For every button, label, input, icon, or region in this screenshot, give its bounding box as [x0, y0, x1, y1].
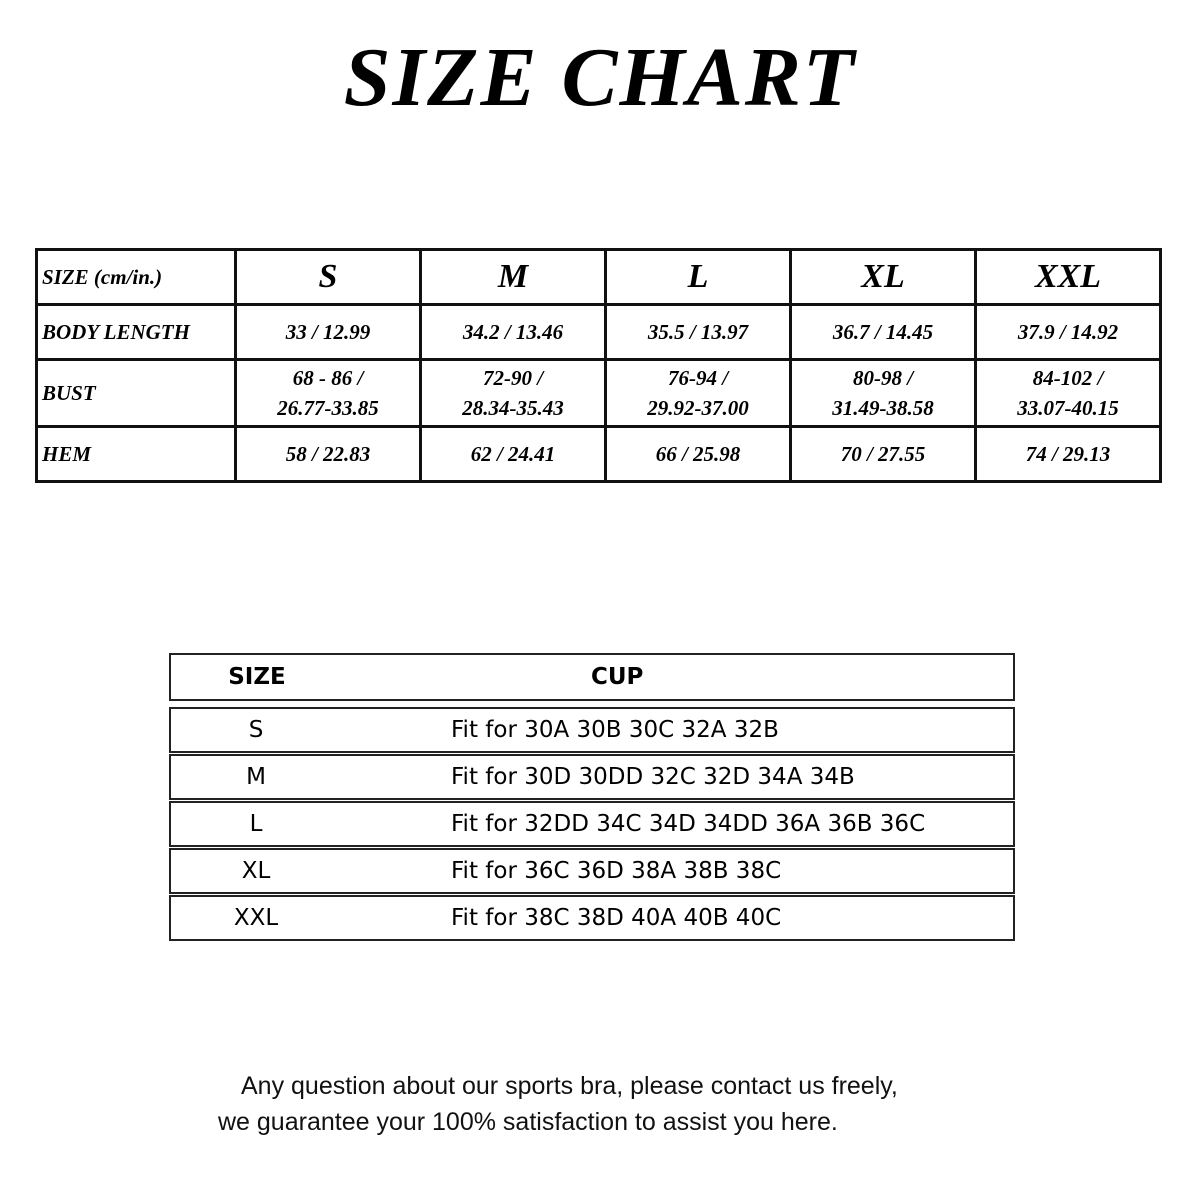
cup-header-size: SIZE [228, 664, 286, 690]
cup-row-fit: Fit for 38C 38D 40A 40B 40C [451, 905, 782, 931]
cup-row-fit: Fit for 32DD 34C 34D 34DD 36A 36B 36C [451, 811, 926, 837]
measurement-header-row [37, 250, 1161, 305]
bust-xxl-in: 33.07-40.15 [1017, 396, 1119, 420]
size-header-l: L [606, 250, 791, 305]
cup-row-fit: Fit for 30D 30DD 32C 32D 34A 34B [451, 764, 855, 790]
body-length-m: 34.2 / 13.46 [421, 305, 606, 360]
bust-xxl-cm: 84-102 / [1032, 366, 1104, 390]
bust-l-cm: 76-94 / [667, 366, 729, 390]
size-unit-label: SIZE (cm/in.) [37, 250, 236, 305]
body-length-l: 35.5 / 13.97 [606, 305, 791, 360]
cup-table [169, 653, 1015, 942]
bust-m-in: 28.34-35.43 [462, 396, 564, 420]
hem-m: 62 / 24.41 [421, 427, 606, 482]
cup-row-size: M [246, 764, 266, 790]
contact-note-line-1: Any question about our sports bra, please contact us freely, [241, 1072, 898, 1100]
cup-row-s [169, 707, 1015, 753]
cup-row-fit: Fit for 30A 30B 30C 32A 32B [451, 717, 779, 743]
bust-m [421, 360, 606, 427]
hem-label: HEM [37, 427, 236, 482]
hem-row [37, 427, 1161, 482]
hem-l: 66 / 25.98 [606, 427, 791, 482]
cup-row-m [169, 754, 1015, 800]
cup-row-size: S [248, 717, 264, 743]
hem-xxl: 74 / 29.13 [976, 427, 1161, 482]
cup-row-xl [169, 848, 1015, 894]
bust-xl-cm: 80-98 / [852, 366, 914, 390]
bust-xxl [976, 360, 1161, 427]
body-length-label: BODY LENGTH [37, 305, 236, 360]
bust-xl-in: 31.49-38.58 [832, 396, 934, 420]
cup-row-l [169, 801, 1015, 847]
bust-l-in: 29.92-37.00 [647, 396, 749, 420]
hem-xl: 70 / 27.55 [791, 427, 976, 482]
bust-s-in: 26.77-33.85 [277, 396, 379, 420]
size-header-s: S [236, 250, 421, 305]
bust-s [236, 360, 421, 427]
cup-row-size: XL [241, 858, 271, 884]
bust-s-cm: 68 - 86 / [292, 366, 364, 390]
body-length-row [37, 305, 1161, 360]
bust-row [37, 360, 1161, 427]
bust-m-cm: 72-90 / [482, 366, 544, 390]
size-header-xl: XL [791, 250, 976, 305]
cup-row-xxl [169, 895, 1015, 941]
body-length-s: 33 / 12.99 [236, 305, 421, 360]
body-length-xl: 36.7 / 14.45 [791, 305, 976, 360]
cup-table-header [169, 653, 1015, 701]
bust-xl [791, 360, 976, 427]
size-header-m: M [421, 250, 606, 305]
cup-header-cup: CUP [591, 664, 644, 690]
hem-s: 58 / 22.83 [236, 427, 421, 482]
bust-l [606, 360, 791, 427]
contact-note-line-2: we guarantee your 100% satisfaction to assist you here. [218, 1108, 838, 1136]
body-length-xxl: 37.9 / 14.92 [976, 305, 1161, 360]
cup-row-size: L [249, 811, 263, 837]
bust-label: BUST [37, 360, 236, 427]
cup-row-size: XXL [233, 905, 279, 931]
size-header-xxl: XXL [976, 250, 1161, 305]
measurement-table [35, 248, 1162, 483]
page-title: SIZE CHART [343, 31, 857, 124]
cup-row-fit: Fit for 36C 36D 38A 38B 38C [451, 858, 782, 884]
